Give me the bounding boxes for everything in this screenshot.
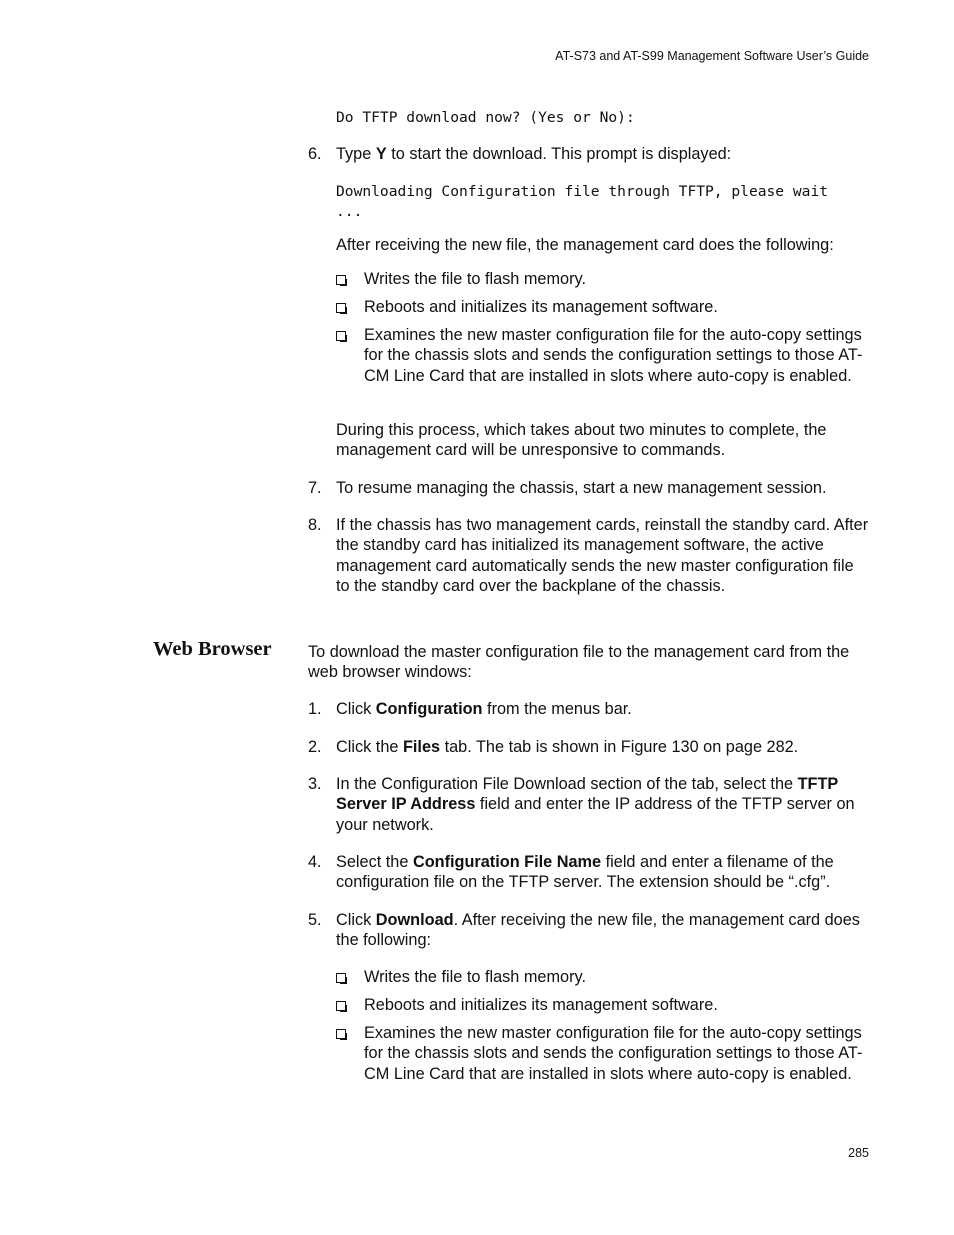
step-7 [308,478,871,498]
wb-step-3 [308,774,871,835]
step-text: field and enter the IP address of the TFTP server on your network. [336,795,855,834]
downloading-code-line-2: ... [336,203,363,220]
bullet-item [336,269,871,289]
checkbox-bullet-icon [336,303,346,313]
step-number: 4. [308,853,322,871]
step-text: Type [336,145,376,163]
step-text: Click [336,700,376,718]
bullet-text: Examines the new master configuration file for the auto-copy settings for the chassis slots and sends the configuration settings to those AT-CM Line Card that are installed in slots where auto-copy is enabled. [364,1024,863,1083]
step-text: Click [336,911,376,929]
wb-step-1 [308,699,871,719]
step-6 [308,144,871,164]
checkbox-bullet-icon [336,1001,346,1011]
bullet-item [336,325,871,386]
checkbox-bullet-icon [336,973,346,983]
step-number: 1. [308,700,322,718]
checkbox-bullet-icon [336,1029,346,1039]
step-text: In the Configuration File Download section of the tab, select the [336,775,798,793]
bullet-text: Examines the new master configuration file for the auto-copy settings for the chassis slots and sends the configuration settings to those AT-CM Line Card that are installed in slots where auto-copy is enabled. [364,326,863,385]
bullet-item [336,967,871,987]
step-number: 5. [308,911,322,929]
step-bold-key: Y [375,145,387,163]
wb-step-5 [308,910,871,951]
step-text: field and enter a filename of the configuration file on the TFTP server. The extension should be “.cfg”. [336,853,834,892]
after-receive-paragraph: After receiving the new file, the management card does the following: [336,236,834,254]
bullet-item [336,1023,871,1084]
step-text: To resume managing the chassis, start a new management session. [336,479,827,497]
web-browser-intro: To download the master configuration file to the management card from the web browser windows: [308,643,850,682]
step-number: 7. [308,479,322,497]
downloading-code-line-1: Downloading Configuration file through TFTP, please wait [336,183,829,200]
step-number: 6. [308,145,322,163]
during-process-paragraph: During this process, which takes about two minutes to complete, the management card will be unresponsive to commands. [336,421,827,460]
checkbox-bullet-icon [336,331,346,341]
step-text: If the chassis has two management cards, reinstall the standby card. After the standby card has initialized its management software, the active management card automatically sends the new master configuration file to the standby card over the backplane of the chassis. [336,516,869,595]
step-bold-key: Files [402,738,441,756]
bullet-text: Writes the file to flash memory. [364,270,586,288]
step-number: 2. [308,738,322,756]
step-text: Click the [336,738,403,756]
bullet-text: Writes the file to flash memory. [364,968,586,986]
step-text: . After receiving the new file, the management card does the following: [336,911,860,950]
section-heading-web-browser: Web Browser [153,638,272,660]
checkbox-bullet-icon [336,275,346,285]
bullet-text: Reboots and initializes its management software. [364,298,718,316]
step-bold-key: TFTP Server IP Address [336,775,838,814]
running-header: AT-S73 and AT-S99 Management Software User’s Guide [555,49,869,63]
wb-step-4 [308,852,871,893]
step-text: to start the download. This prompt is displayed: [386,145,732,163]
bullet-item [336,297,871,317]
download-prompt-code: Do TFTP download now? (Yes or No): [336,109,635,126]
step-text: from the menus bar. [482,700,632,718]
bullet-item [336,995,871,1015]
step-text: tab. The tab is shown in Figure 130 on page 282. [440,738,799,756]
step-bold-key: Download [375,911,454,929]
step-bold-key: Configuration [375,700,483,718]
page-number: 285 [848,1146,869,1160]
step-text: Select the [336,853,413,871]
step-number: 8. [308,516,322,534]
step-bold-key: Configuration File Name [412,853,602,871]
step-number: 3. [308,775,322,793]
bullet-text: Reboots and initializes its management software. [364,996,718,1014]
wb-step-2 [308,737,871,757]
step-8 [308,515,871,596]
